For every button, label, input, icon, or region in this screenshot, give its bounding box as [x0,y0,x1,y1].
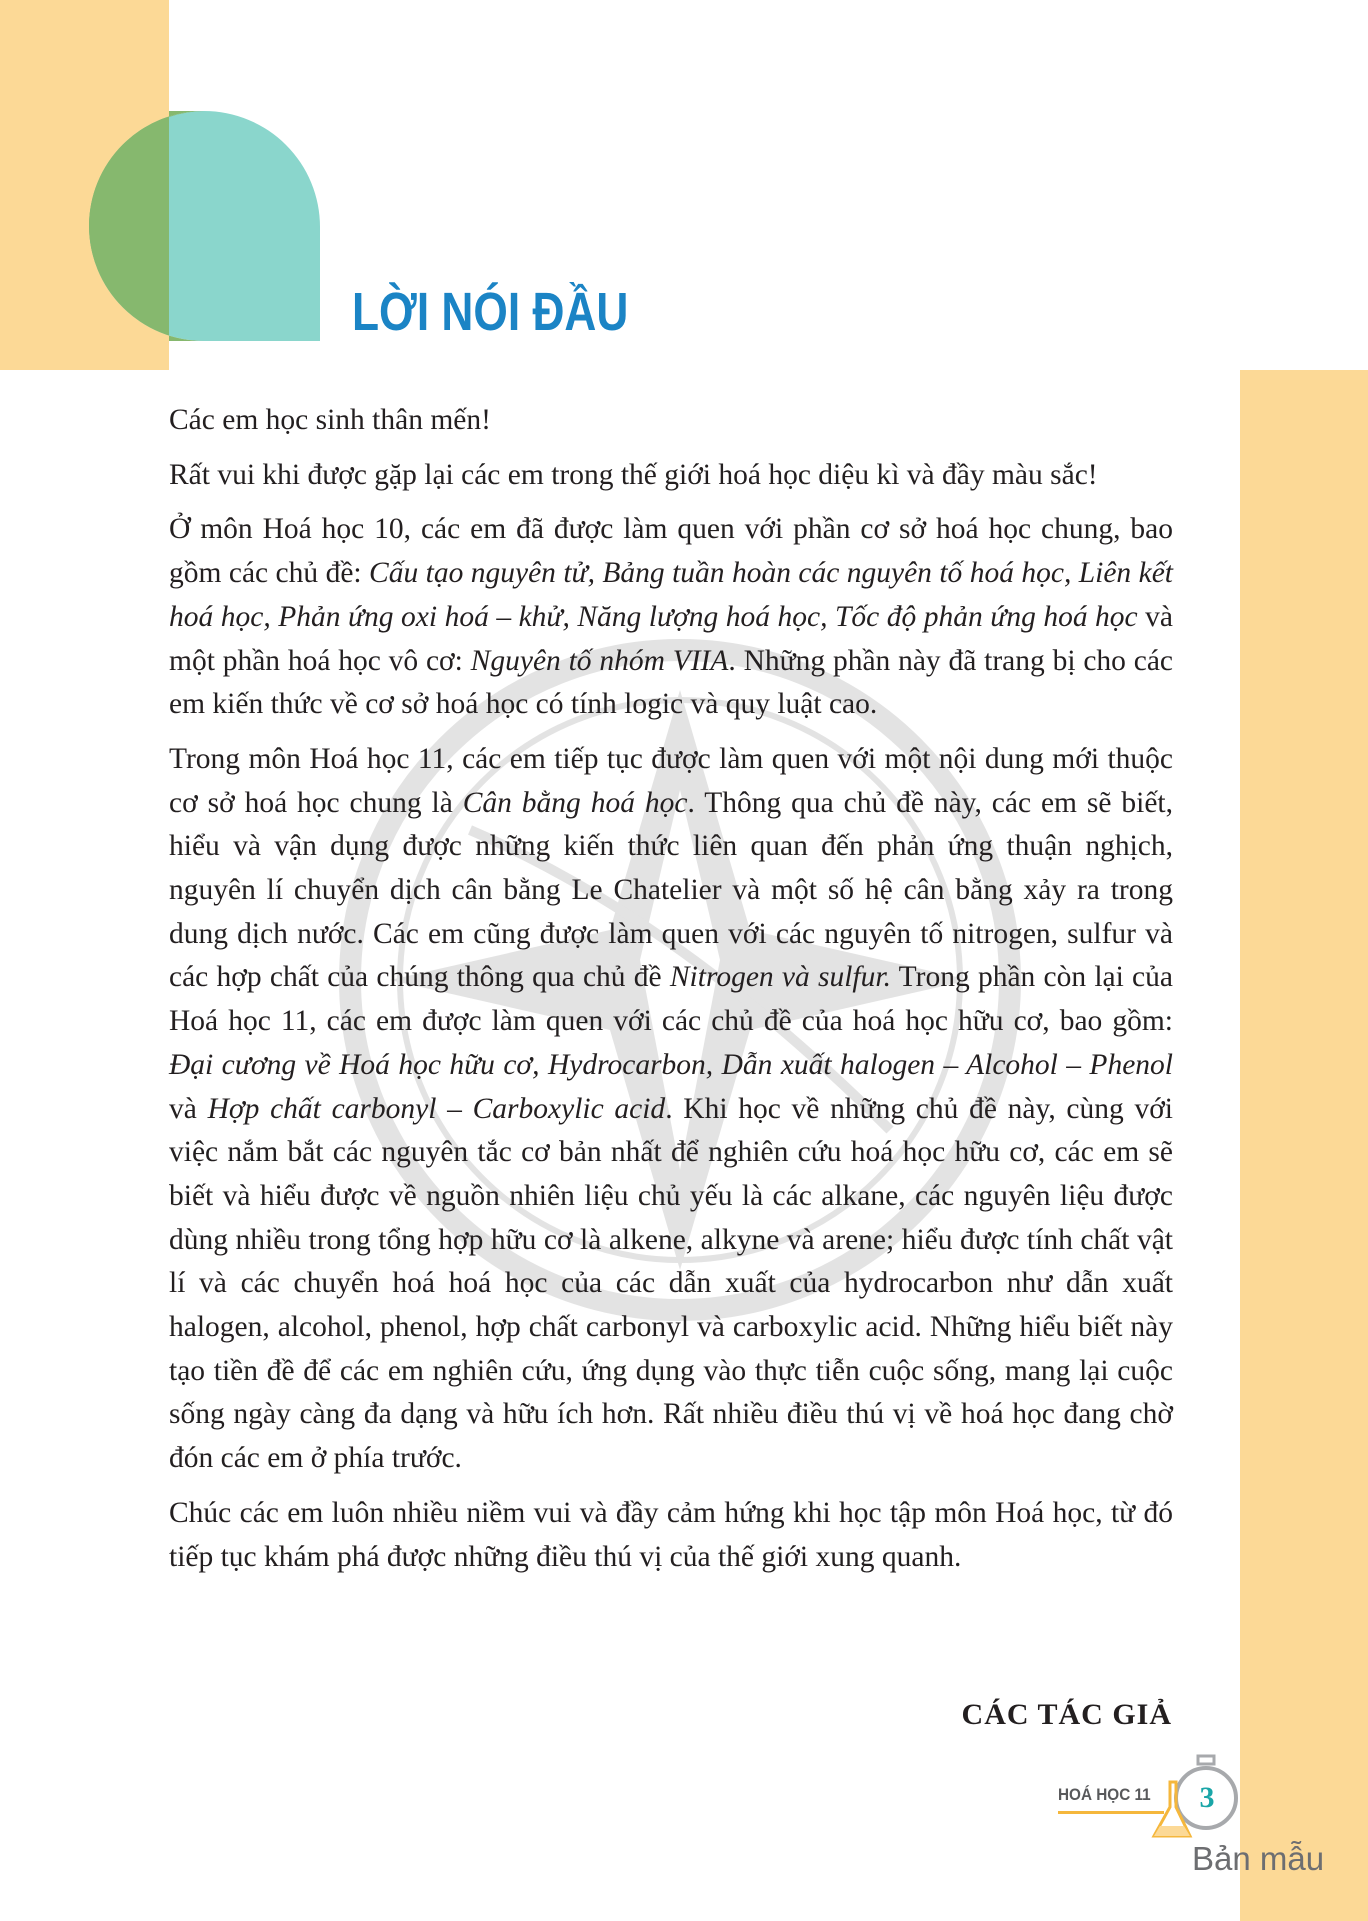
text-run: . Khi học về những chủ đề này, cùng với việc nắm bắt các nguyên tắc cơ bản nhất để nghiên cứu hoá học hữu cơ, các em sẽ biết và hiểu được về nguồn nhiên liệu chủ yếu là các alkane, các nguyên liệu được dùng nhiều trong tổng hợp hữu cơ là alkene, alkyne và arene; hiểu được tính chất vật lí và các chuyển hoá hoá học của các dẫn xuất của hydrocarbon như dẫn xuất halogen, alcohol, phenol, hợp chất carbonyl và carboxylic acid. Những hiểu biết này tạo tiền đề để các em nghiên cứu, ứng dụng vào thực tiễn cuộc sống, mang lại cuộc sống ngày càng đa dạng và hữu ích hơn. Rất nhiều điều thú vị về hoá học đang chờ đón các em ở phía trước. [169,1092,1174,1475]
page-number: 3 [1199,1781,1215,1814]
topic-name: Cân bằng hoá học [462,786,688,819]
text-run: và một phần hoá học vô cơ: [169,600,1173,677]
text-run: và [169,1092,208,1125]
foreword-body [169,399,1173,1590]
chemistry-10-paragraph [169,508,1173,727]
quarter-circle-decoration [89,111,321,341]
topic-list: Cấu tạo nguyên tử, Bảng tuần hoàn các nguyên tố hoá học, Liên kết hoá học, Phản ứng oxi hoá – khử, Năng lượng hoá học, Tốc độ phản ứng hoá học [169,557,1173,633]
closing-paragraph: Chúc các em luôn nhiều niềm vui và đầy cảm hứng khi học tập môn Hoá học, từ đó tiếp tục khám phá được những điều thú vị của thế giới xung quanh. [169,1496,1173,1573]
topic-name: Hợp chất carbonyl – Carboxylic acid [207,1092,666,1125]
chemistry-11-paragraph [169,738,1173,1481]
text-run: . Những phần này đã trang bị cho các em kiến thức về cơ sở hoá học có tính logic và quy luật cao. [169,644,1174,721]
book-label: HOÁ HỌC 11 [1058,1785,1151,1804]
text-run: Trong môn Hoá học 11, các em tiếp tục được làm quen với một nội dung mới thuộc cơ sở hoá học chung là [169,742,1173,819]
right-color-band [1240,370,1368,1921]
signature: CÁC TÁC GIẢ [961,1698,1172,1731]
text-run: Trong phần còn lại của Hoá học 11, các em được làm quen với các chủ đề của hoá học hữu cơ, bao gồm: [169,961,1173,1038]
page-title: LỜI NÓI ĐẦU [352,282,629,342]
greeting-paragraph: Các em học sinh thân mến! [169,404,491,436]
welcome-paragraph: Rất vui khi được gặp lại các em trong thế giới hoá học diệu kì và đầy màu sắc! [169,458,1098,491]
footer-underline [1058,1811,1164,1814]
topic-list: Đại cương về Hoá học hữu cơ, Hydrocarbon, Dẫn xuất halogen – Alcohol – Phenol [169,1048,1173,1081]
text-run: Ở môn Hoá học 10, các em đã được làm quen với phần cơ sở hoá học chung, bao gồm các chủ đề: [169,513,1173,590]
topic-name: Nitrogen và sulfur. [669,961,891,994]
text-run: . Thông qua chủ đề này, các em sẽ biết, hiểu và vận dụng được những kiến thức liên quan đến phản ứng thuận nghịch, nguyên lí chuyển dịch cân bằng Le Chatelier và một số hệ cân bằng xảy ra trong dung dịch nước. Các em cũng được làm quen với các nguyên tố nitrogen, sulfur và các hợp chất của chúng thông qua chủ đề [169,786,1173,994]
sample-watermark-text: Bản mẫu [1192,1840,1325,1877]
topic-name: Nguyên tố nhóm VIIA [470,644,729,677]
